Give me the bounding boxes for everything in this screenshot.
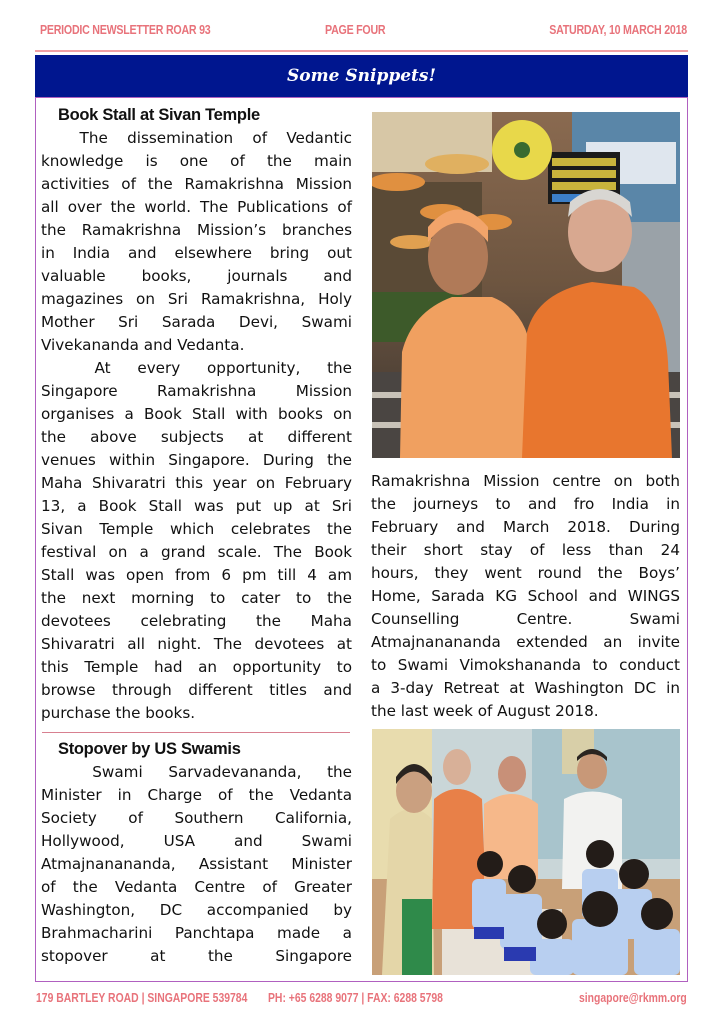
text-line: of the Vedanta Centre of Greater [41,878,352,896]
article-paragraph [41,761,352,968]
text-line: Atmajnanananda, Assistant Minister [41,855,352,873]
text-line: magazines on Sri Ramakrishna, Holy [41,290,352,308]
footer-phone-fax: PH: +65 6288 9077 | FAX: 6288 5798 [268,990,443,1005]
text-line: Brahmacharini Panchtapa made a [41,924,352,942]
text-line: the journeys to and fro India in [371,495,680,513]
two-swamis-at-airport-photo [372,112,680,458]
text-line: devotees celebrating the Maha [41,612,352,630]
text-line: hours, they went round the Boys’ [371,564,680,582]
text-line: February and March 2018. During [371,518,680,536]
left-column [41,104,352,968]
text-line: organises a Book Stall with books on [41,405,352,423]
right-column-text [371,470,680,723]
article-divider [42,732,350,733]
swamis-at-sarada-kindergarten-photo [372,729,680,975]
article-paragraph [41,127,352,357]
text-line: Hollywood, USA and Swami [41,832,352,850]
text-line: Society of Southern California, [41,809,352,827]
text-line: the last week of August 2018. [371,702,599,720]
article-paragraph-continued [371,470,680,723]
text-line: The dissemination of Vedantic [41,129,352,147]
text-line: all over the world. The Publications of [41,198,352,216]
footer-email[interactable]: singapore@rkmm.org [579,990,687,1005]
text-line: Minister in Charge of the Vedanta [41,786,352,804]
section-banner [35,55,688,98]
text-line: stopover at the Singapore [41,947,352,965]
text-line: Mother Sri Sarada Devi, Swami [41,313,352,331]
text-line: Swami Sarvadevananda, the [41,763,352,781]
newsletter-issue: PERIODIC NEWSLETTER ROAR 93 [40,22,211,37]
page-number: PAGE FOUR [325,22,386,37]
text-line: knowledge is one of the main [41,152,352,170]
text-line: Home, Sarada KG School and WINGS [371,587,680,605]
text-line: Washington, DC accompanied by [41,901,352,919]
text-line: At every opportunity, the [41,359,352,377]
text-line: the above subjects at different [41,428,352,446]
text-line: the Ramakrishna Mission’s branches [41,221,352,239]
footer-address: 179 BARTLEY ROAD | SINGAPORE 539784 [36,990,248,1005]
issue-date: SATURDAY, 10 MARCH 2018 [549,22,687,37]
text-line: festival on a grand scale. The Book [41,543,352,561]
text-line: Vivekananda and Vedanta. [41,336,245,354]
article-title-stopover: Stopover by US Swamis [58,740,241,758]
article-paragraph [41,357,352,725]
text-line: Ramakrishna Mission centre on both [371,472,680,490]
text-line: Maha Shivaratri this year on February [41,474,352,492]
text-line: the next morning to cater to the [41,589,352,607]
text-line: browse through different titles and [41,681,352,699]
banner-title: Some Snippets! [287,66,436,86]
text-line: Shivaratri all night. The devotees at [41,635,352,653]
text-line: their short stay of less than 24 [371,541,680,559]
text-line: to Swami Vimokshananda to conduct [371,656,680,674]
text-line: purchase the books. [41,704,196,722]
text-line: Singapore Ramakrishna Mission [41,382,352,400]
text-line: activities of the Ramakrishna Mission [41,175,352,193]
text-line: Counselling Centre. Swami [371,610,680,628]
text-line: valuable books, journals and [41,267,352,285]
text-line: Stall was open from 6 pm till 4 am [41,566,352,584]
text-line: 13, a Book Stall was put up at Sri [41,497,352,515]
text-line: this Temple had an opportunity to [41,658,352,676]
text-line: in India and elsewhere bring out [41,244,352,262]
article-title-book-stall: Book Stall at Sivan Temple [58,106,260,124]
text-line: venues within Singapore. During the [41,451,352,469]
text-line: Sivan Temple which celebrates the [41,520,352,538]
header-rule [35,50,688,52]
text-line: a 3-day Retreat at Washington DC in [371,679,680,697]
text-line: Atmajnanananda extended an invite [371,633,680,651]
